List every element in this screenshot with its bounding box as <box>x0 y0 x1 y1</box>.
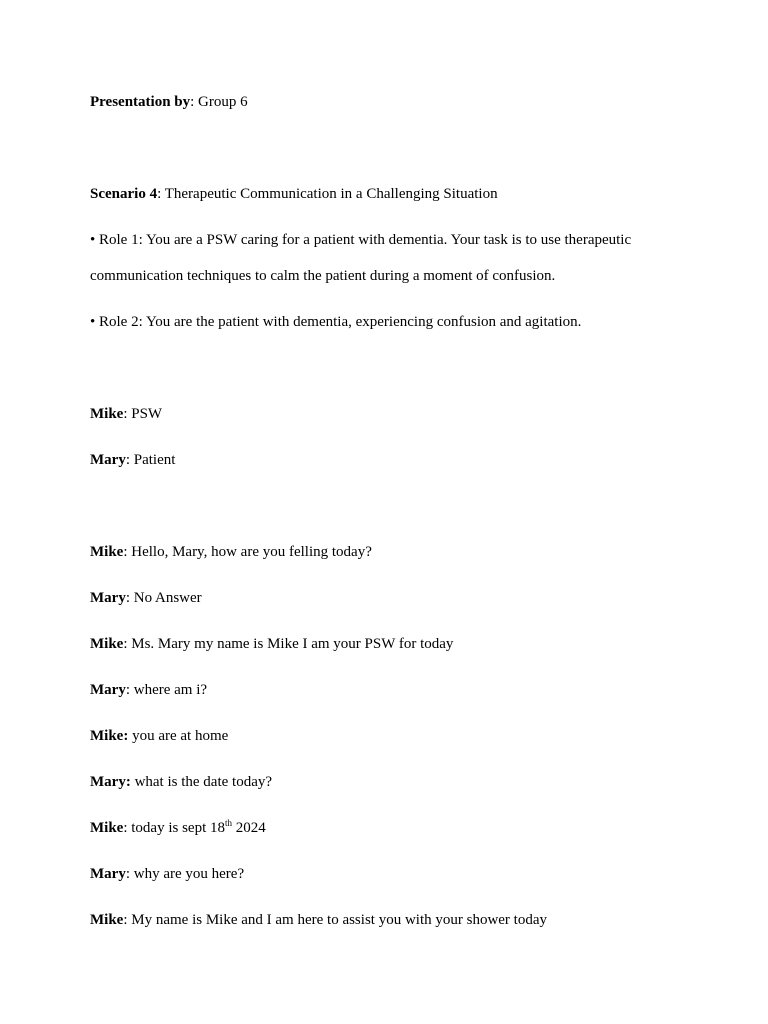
dialogue-text-tail: 2024 <box>232 820 266 836</box>
dialogue-text: : My name is Mike and I am here to assist you with your shower today <box>123 912 548 928</box>
dialogue-line <box>90 542 372 562</box>
speaker-name: Mary <box>90 682 126 698</box>
speaker-name: Mike <box>90 912 124 928</box>
dialogue-text: : Hello, Mary, how are you felling today? <box>123 544 372 560</box>
presentation-by-label: Presentation by <box>90 94 191 110</box>
cast-line <box>90 404 162 424</box>
dialogue-line <box>90 772 272 792</box>
dialogue-line <box>90 864 244 884</box>
role-2-line: • Role 2: You are the patient with dementia, experiencing confusion and agitation. <box>90 314 582 330</box>
speaker-name: Mike <box>90 544 124 560</box>
speaker-name: Mary <box>90 866 126 882</box>
speaker-name: Mike <box>90 820 124 836</box>
speaker-name: Mary: <box>90 774 131 790</box>
ordinal-suffix: th <box>225 818 233 828</box>
dialogue-line <box>90 634 453 654</box>
dialogue-text: : today is sept 18 <box>123 820 225 836</box>
dialogue-line <box>90 818 266 838</box>
speaker-name: Mary <box>90 452 126 468</box>
dialogue-line <box>90 588 202 608</box>
dialogue-text: : where am i? <box>125 682 208 698</box>
dialogue-text: what is the date today? <box>130 774 273 790</box>
speaker-name: Mike: <box>90 728 129 744</box>
speaker-name: Mike <box>90 636 124 652</box>
scenario-line <box>90 184 498 204</box>
cast-line <box>90 450 175 470</box>
dialogue-line <box>90 726 228 746</box>
dialogue-line <box>90 680 207 700</box>
dialogue-text: : why are you here? <box>125 866 245 882</box>
presentation-by-line <box>90 92 248 112</box>
scenario-label: Scenario 4 <box>90 186 158 202</box>
dialogue-text: : Ms. Mary my name is Mike I am your PSW for today <box>123 636 454 652</box>
cast-role: : PSW <box>123 406 163 422</box>
dialogue-line <box>90 910 547 930</box>
dialogue-text: you are at home <box>128 728 229 744</box>
dialogue-text: : No Answer <box>125 590 202 606</box>
role-1-line-1: • Role 1: You are a PSW caring for a patient with dementia. Your task is to use therapeutic <box>90 232 632 248</box>
scenario-value: : Therapeutic Communication in a Challenging Situation <box>157 186 498 202</box>
role-1-line-2: communication techniques to calm the patient during a moment of confusion. <box>90 268 556 284</box>
presentation-by-value: : Group 6 <box>190 94 248 110</box>
speaker-name: Mike <box>90 406 124 422</box>
cast-role: : Patient <box>125 452 176 468</box>
speaker-name: Mary <box>90 590 126 606</box>
